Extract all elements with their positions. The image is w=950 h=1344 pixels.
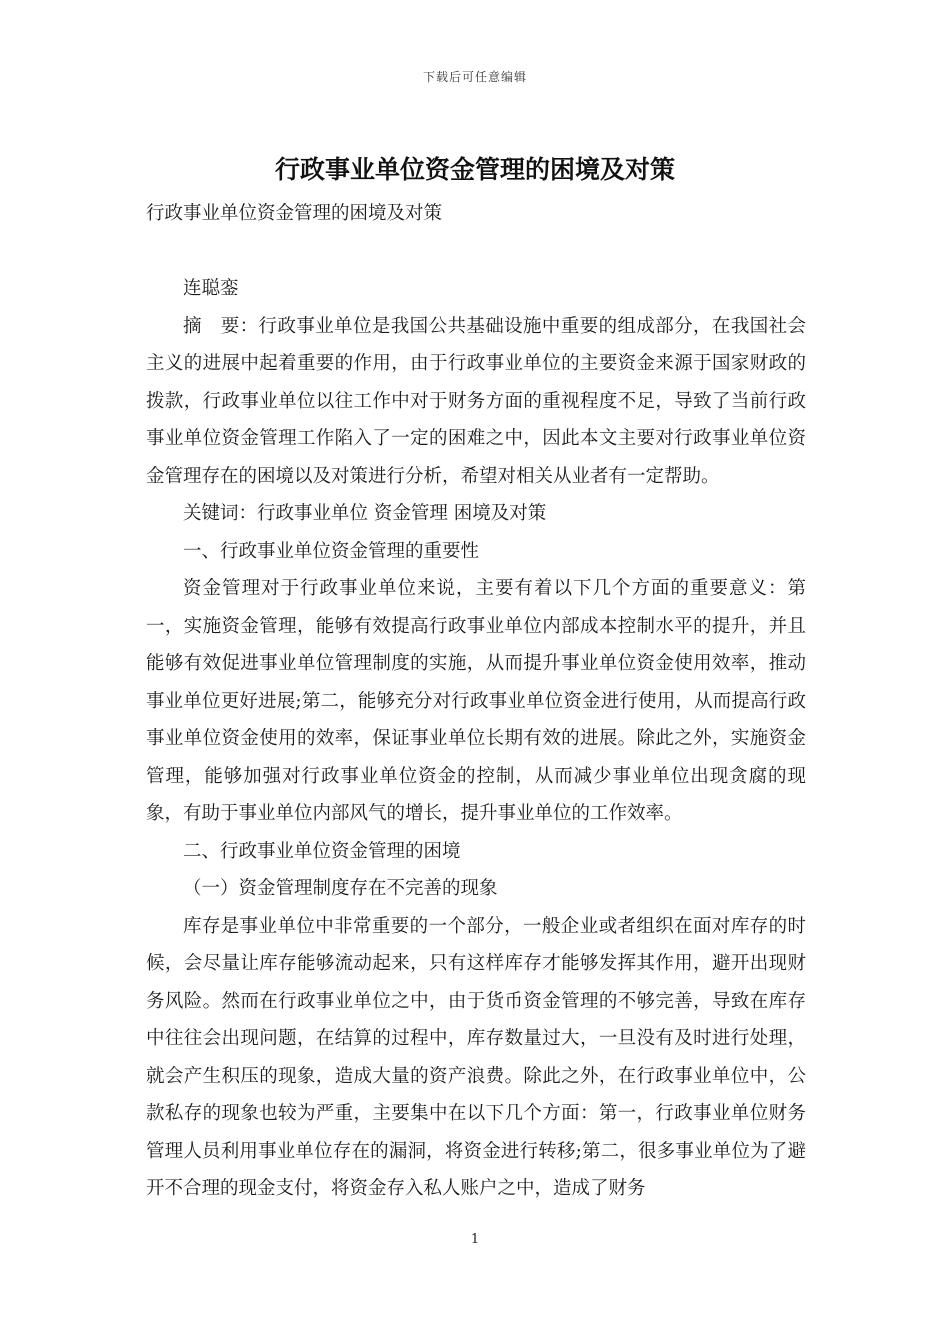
document-title: 行政事业单位资金管理的困境及对策 (274, 155, 675, 184)
document-subtitle: 行政事业单位资金管理的困境及对策 (146, 203, 443, 224)
document-body (146, 195, 806, 1208)
section-1-heading: 一、行政事业单位资金管理的重要性 (183, 540, 480, 562)
header-note: 下载后可任意编辑 (422, 70, 527, 84)
section-1-paragraph: 资金管理对于行政事业单位来说，主要有着以下几个方面的重要意义：第一，实施资金管理，能够有效提高行政事业单位内部成本控制水平的提升，并且能够有效促进事业单位管理制度的实施，从而提升事业单位资金使用效率，推动事业单位更好进展;第二，能够充分对行政事业单位资金进行使用，从而提高行政事业单位资金使用的效率，保证事业单位长期有效的进展。除此之外，实施资金管理，能够加强对行政事业单位资金的控制，从而减少事业单位出现贪腐的现象，有助于事业单位内部风气的增长，提升事业单位的工作效率。 (146, 578, 806, 824)
blank-line (146, 233, 806, 271)
keywords-line: 关键词：行政事业单位 资金管理 困境及对策 (183, 503, 547, 524)
abstract-paragraph: 摘 要：行政事业单位是我国公共基础设施中重要的组成部分，在我国社会主义的进展中起着重要的作用，由于行政事业单位的主要资金来源于国家财政的拨款，行政事业单位以往工作中对于财务方面的重视程度不足，导致了当前行政事业单位资金管理工作陷入了一定的困难之中，因此本文主要对行政事业单位资金管理存在的困境以及对策进行分析，希望对相关从业者有一定帮助。 (146, 315, 806, 487)
section-2-heading: 二、行政事业单位资金管理的困境 (183, 840, 461, 862)
author-name: 连聪銮 (183, 278, 239, 299)
subsection-1-heading: （一）资金管理制度存在不完善的现象 (183, 878, 498, 899)
page-number: 1 (470, 1232, 480, 1247)
subsection-1-paragraph: 库存是事业单位中非常重要的一个部分，一般企业或者组织在面对库存的时候，会尽量让库存能够流动起来，只有这样库存才能够发挥其作用，避开出现财务风险。然而在行政事业单位之中，由于货币资金管理的不够完善，导致在库存中往往会出现问题，在结算的过程中，库存数量过大，一旦没有及时进行处理，就会产生积压的现象，造成大量的资产浪费。除此之外，在行政事业单位中，公款私存的现象也较为严重，主要集中在以下几个方面：第一，行政事业单位财务管理人员利用事业单位存在的漏洞，将资金进行转移;第二，很多事业单位为了避开不合理的现金支付，将资金存入私人账户之中，造成了财务 (146, 915, 806, 1199)
